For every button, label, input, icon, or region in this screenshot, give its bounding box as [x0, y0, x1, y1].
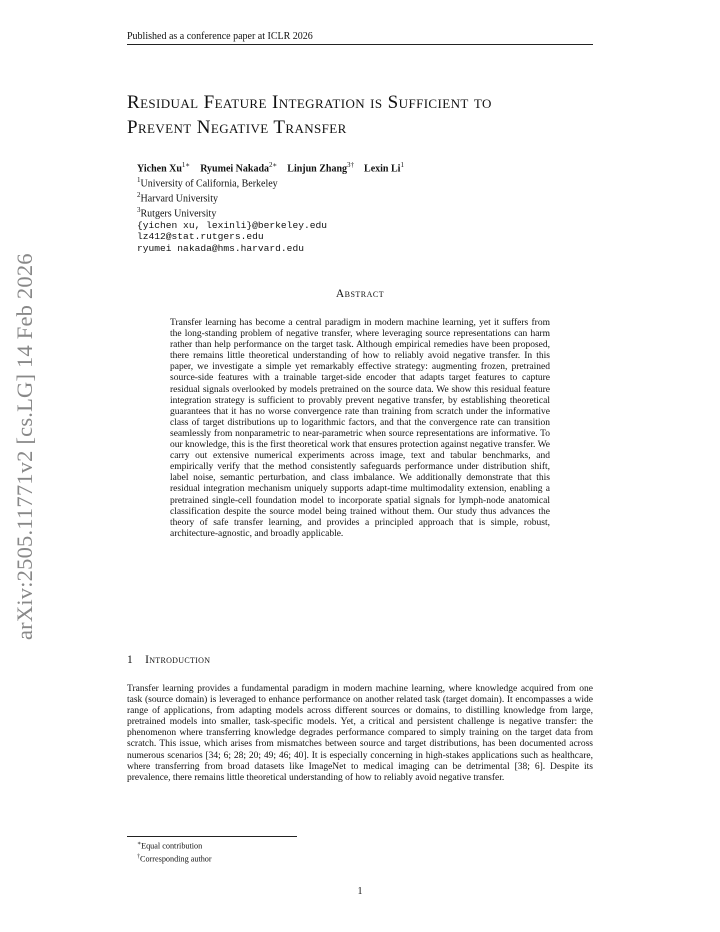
affiliation	[137, 175, 597, 190]
author-mark: 2∗	[269, 161, 278, 169]
title-line-2: Prevent Negative Transfer	[127, 117, 347, 138]
author-mark: 1∗	[181, 161, 191, 169]
page-number: 1	[357, 886, 363, 897]
affiliation-mark: 2	[137, 190, 141, 199]
affiliation-name: University of California, Berkeley	[140, 178, 278, 190]
footnote	[137, 839, 212, 852]
footnote-mark: †	[137, 854, 140, 861]
author-mark: 1	[400, 161, 404, 169]
footnotes	[137, 839, 212, 865]
affiliation-mark: 3	[137, 205, 141, 214]
affiliation	[137, 190, 597, 205]
footnote-rule	[127, 836, 297, 837]
section-number: 1	[127, 654, 134, 666]
section-heading	[127, 654, 210, 666]
footnote-mark: ∗	[137, 841, 142, 847]
author-name: Linjun Zhang	[287, 163, 348, 175]
abstract-text: Transfer learning has become a central paradigm in modern machine learning, yet it suffers from the long-standing problem of negative transfer, where leveraging source representations can harm rather than help performance on the target task. Although empirical remedies have been proposed, there remains little theoretical understanding of how to reliably avoid negative transfer. In this paper, we investigate a simple yet remarkably effective strategy: augmenting frozen, pretrained source-side features with a trainable target-side encoder that adapts target features to capture residual signals overlooked by models pretrained on the source data. We show this residual feature integration strategy is sufficient to provably prevent negative transfer, by establishing theoretical guarantees that it has no worse convergence rate than training from scratch under the informative class of target distributions up to logarithmic factors, and that the convergence rate can transition seamlessly from nonparametric to near-parametric when source representations are informative. To our knowledge, this is the first theoretical work that ensures protection against negative transfer. We carry out extensive numerical experiments across image, text and tabular benchmarks, and empirically verify that the method consistently safeguards performance under distribution shift, label noise, semantic perturbation, and class imbalance. We additionally demonstrate that this residual integration mechanism uniquely supports adapt-time multimodality extension, enabling a pretrained single-cell foundation model to incorporate spatial signals for lymph-node anatomical classification despite the source model being trained without them. Our study thus advances the theory of safe transfer learning, and provides a principled approach that is simple, robust, architecture-agnostic, and broadly applicable.	[170, 318, 551, 539]
email-line[interactable]: lz412@stat.rutgers.edu	[137, 231, 264, 243]
footnote-text: Corresponding author	[140, 854, 212, 864]
author-block	[137, 160, 597, 254]
affiliation-mark: 1	[137, 175, 141, 184]
affiliation-name: Rutgers University	[140, 208, 217, 220]
author-name: Yichen Xu	[137, 163, 182, 175]
title-line-1: Residual Feature Integration is Sufficient to	[127, 92, 492, 113]
abstract-heading: Abstract	[335, 288, 385, 300]
email-line[interactable]: ryumei nakada@hms.harvard.edu	[137, 242, 304, 254]
running-header: Published as a conference paper at ICLR 2026	[127, 31, 593, 45]
section-title: Introduction	[145, 654, 211, 666]
email-line[interactable]: {yichen xu, lexinli}@berkeley.edu	[137, 219, 327, 231]
affiliation-name: Harvard University	[140, 193, 218, 205]
author-name: Lexin Li	[364, 163, 401, 175]
intro-paragraph: Transfer learning provides a fundamental paradigm in modern machine learning, where knowledge acquired from one task (source domain) is leveraged to enhance performance on another related task (target domain). It encompasses a wide range of applications, from adapting models across different sources or domains, to distilling knowledge from large, pretrained models into smaller, task-specific models. Yet, a critical and persistent challenge is negative transfer: the phenomenon where transferring knowledge degrades performance compared to simply training on the target data from scratch. This issue, which arises from mismatches between source and target distributions, has been documented across numerous scenarios [34; 6; 28; 20; 49; 46; 40]. It is especially concerning in high-stakes applications such as healthcare, where transferring from broad datasets like ImageNet to medical imaging can be detrimental [38; 6]. Despite its prevalence, there remains little theoretical understanding of how to reliably avoid negative transfer.	[127, 684, 593, 783]
footnote	[137, 852, 212, 865]
arxiv-side-stamp: arXiv:2505.11771v2 [cs.LG] 14 Feb 2026	[12, 253, 37, 640]
paper-title	[127, 90, 607, 140]
footnote-text: Equal contribution	[141, 841, 203, 851]
author-mark: 3†	[347, 161, 355, 169]
author-names	[137, 160, 597, 175]
author-name: Ryumei Nakada	[200, 163, 270, 175]
affiliation	[137, 205, 597, 220]
